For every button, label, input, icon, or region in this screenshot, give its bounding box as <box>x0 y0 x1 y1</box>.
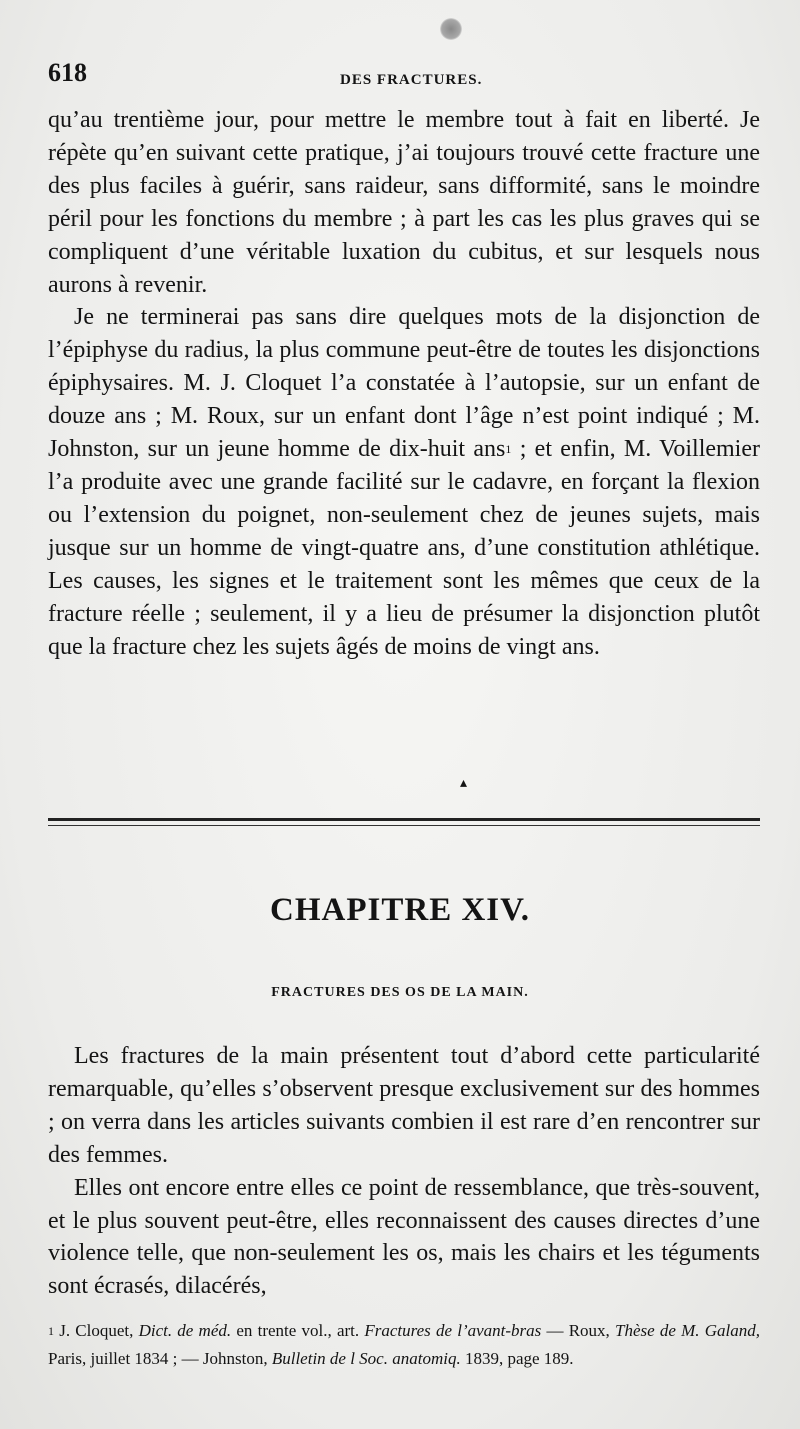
footnote-citation: Thèse de M. Galand, <box>615 1321 760 1340</box>
paragraph: Les fractures de la main présentent tout d’abord cette particularité remarquable, qu’elles s’observent presque exclusivement sur des hommes ; on verra dans les articles suivants combien il est rare d’en rencontrer sur des femmes. <box>48 1043 760 1168</box>
footnote-text: en trente vol., art. <box>231 1321 365 1340</box>
footnote-text: J. Cloquet, <box>54 1321 139 1340</box>
footnote-text: 1839, page 189. <box>460 1349 574 1368</box>
running-head: DES FRACTURES. <box>340 72 483 88</box>
footnote-citation: Bulletin de l Soc. anatomiq. <box>271 1349 461 1368</box>
footnote-reference: 1 <box>505 442 512 457</box>
chapter-subtitle: FRACTURES DES OS DE LA MAIN. <box>271 985 529 1000</box>
footnote-citation: Fractures de l’avant-bras <box>364 1321 542 1340</box>
library-stamp <box>440 18 462 40</box>
top-text-block <box>48 104 760 663</box>
footnote-marker: 1 <box>48 1324 54 1338</box>
footnote-citation: Dict. de méd. <box>138 1321 232 1340</box>
footnote-text: — Roux, <box>541 1321 615 1340</box>
paragraph-text: ; et enfin, M. Voillemier l’a produite avec une grande facilité sur le cadavre, en forçant la flexion ou l’extension du poignet, non-seulement chez de jeunes sujets, mais jusque sur un homme de vingt-quatre ans, d’une constitution athlétique. Les causes, les signes et le traitement sont les mêmes que ceux de la fracture réelle ; seulement, il y a lieu de présumer la disjonction plutôt que la fracture chez les sujets âgés de moins de vingt ans. <box>48 436 760 660</box>
paragraph: Elles ont encore entre elles ce point de ressemblance, que très-souvent, et le plus souvent peut-être, elles reconnaissent des causes directes d’une violence telle, que non-seulement les os, mais les chairs et les téguments sont écrasés, dilacérés, <box>48 1174 760 1300</box>
page-header <box>48 58 760 92</box>
section-rule-thick <box>48 818 760 821</box>
footnote-text: Paris, juillet 1834 ; — Johnston, <box>48 1349 272 1368</box>
bottom-text-block <box>48 1040 760 1303</box>
section-rule-thin <box>48 825 760 826</box>
paragraph: qu’au trentième jour, pour mettre le membre tout à fait en liberté. Je répète qu’en suivant cette pratique, j’ai toujours trouvé cette fracture une des plus faciles à guérir, sans raideur, sans difformité, sans le moindre péril pour les fonctions du membre ; à part les cas les plus graves qui se compliquent d’une véritable luxation du cubitus, et sur lesquels nous aurons à revenir. <box>48 107 760 298</box>
chapter-title: CHAPITRE XIV. <box>270 892 530 928</box>
page-number: 618 <box>48 58 87 87</box>
footnote <box>48 1317 760 1373</box>
printer-mark: ▴ <box>460 775 468 791</box>
paragraph <box>48 301 760 663</box>
paragraph-text: Je ne terminerai pas sans dire quelques mots de la disjonction de l’épiphyse du radius, la plus commune peut-être de toutes les disjonctions épiphysaires. M. J. Cloquet l’a constatée à l’autopsie, sur un enfant de douze ans ; M. Roux, sur un enfant dont l’âge n’est point indiqué ; M. Johnston, sur un jeune homme de dix-huit ans <box>48 304 760 463</box>
